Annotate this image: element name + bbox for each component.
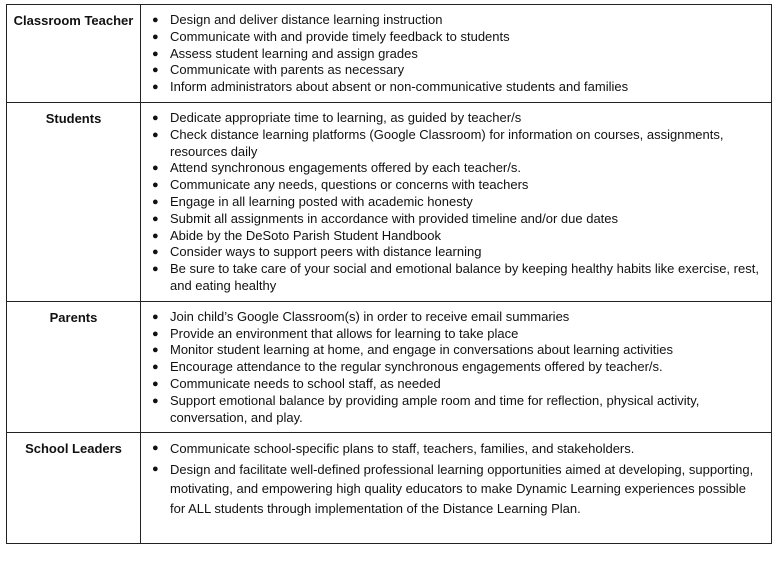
list-item [152, 227, 763, 245]
list-item [152, 45, 763, 63]
bullet-icon: ● [152, 327, 159, 340]
list-item-text: Engage in all learning posted with academic honesty [170, 193, 473, 209]
list-item [152, 79, 763, 96]
row-students [7, 102, 772, 301]
row-school-leaders [7, 433, 772, 544]
bullet-icon: ● [152, 212, 159, 225]
bullet-icon: ● [152, 162, 159, 175]
role-cell [7, 102, 141, 301]
list-item [152, 177, 763, 194]
role-cell [7, 301, 141, 433]
list-item [152, 126, 763, 161]
list-item [152, 325, 763, 343]
list-item-text: Design and facilitate well-defined professional learning opportunities aimed at developing, supporting, motivating, and empowering high quality educators to make Dynamic Learning experiences possible for ALL students through implementation of the Distance Learning Plan. [170, 461, 754, 516]
list-item-text: Dedicate appropriate time to learning, as guided by teacher/s [170, 109, 522, 125]
list-item-text: Attend synchronous engagements offered by each teacher/s. [170, 160, 521, 176]
responsibility-list [141, 103, 771, 301]
bullet-icon: ● [152, 442, 159, 455]
list-item-text: Communicate any needs, questions or concerns with teachers [170, 177, 529, 193]
list-item-text: Abide by the DeSoto Parish Student Handbook [170, 227, 442, 243]
list-item [152, 261, 763, 295]
list-item-text: Design and deliver distance learning instruction [170, 12, 443, 27]
bullet-icon: ● [152, 263, 159, 276]
list-item-text: Inform administrators about absent or non-communicative students and families [170, 79, 629, 95]
list-item [152, 12, 763, 29]
bullet-icon: ● [152, 377, 159, 390]
list-item [152, 308, 763, 326]
bullet-icon: ● [152, 47, 159, 60]
role-label: School Leaders [25, 441, 122, 457]
bullet-icon: ● [152, 14, 159, 26]
bullet-icon: ● [152, 462, 159, 475]
bullet-icon: ● [152, 344, 159, 357]
bullet-icon: ● [152, 30, 159, 43]
responsibilities-table-wrap [6, 4, 771, 544]
bullet-icon: ● [152, 64, 159, 77]
bullet-icon: ● [152, 128, 159, 141]
list-item-text: Communicate with and provide timely feedback to students [170, 28, 510, 44]
bullet-icon: ● [152, 229, 159, 242]
list-item [152, 28, 763, 46]
list-item [152, 460, 763, 519]
responsibilities-cell [141, 301, 772, 433]
role-cell [7, 433, 141, 544]
list-item-text: Encourage attendance to the regular synchronous engagements offered by teacher/s. [170, 359, 663, 375]
list-item-text: Support emotional balance by providing ample room and time for reflection, physical activity, conversation, and play. [170, 392, 700, 425]
role-cell [7, 5, 141, 103]
responsibility-list [141, 5, 771, 102]
responsibility-list [141, 302, 771, 433]
list-item-text: Monitor student learning at home, and engage in conversations about learning activities [170, 342, 673, 358]
responsibilities-cell [141, 102, 772, 301]
list-item [152, 392, 763, 427]
list-item-text: Be sure to take care of your social and emotional balance by keeping healthy habits like exercise, rest, and eating healthy [170, 261, 759, 293]
list-item [152, 439, 763, 459]
list-item [152, 160, 763, 177]
list-item [152, 62, 763, 79]
bullet-icon: ● [152, 246, 159, 259]
responsibilities-cell [141, 433, 772, 544]
list-item-text: Communicate needs to school staff, as needed [170, 375, 441, 391]
responsibilities-table [6, 4, 772, 544]
list-item [152, 193, 763, 211]
list-item-text: Provide an environment that allows for learning to take place [170, 325, 519, 341]
list-item [152, 359, 763, 376]
list-item [152, 244, 763, 261]
list-item [152, 210, 763, 228]
role-label: Parents [49, 309, 98, 325]
responsibilities-cell [141, 5, 772, 103]
role-label: Students [45, 110, 102, 126]
list-item-text: Submit all assignments in accordance with provided timeline and/or due dates [170, 210, 619, 226]
bullet-icon: ● [152, 179, 159, 192]
bullet-icon: ● [152, 394, 159, 407]
bullet-icon: ● [152, 361, 159, 374]
list-item-text: Communicate school-specific plans to staff, teachers, families, and stakeholders. [170, 441, 635, 457]
row-classroom-teacher [7, 5, 772, 103]
role-label: Classroom Teacher [13, 13, 134, 28]
list-item-text: Check distance learning platforms (Google Classroom) for information on courses, assignments, resources daily [170, 126, 724, 159]
list-item-text: Consider ways to support peers with distance learning [170, 244, 482, 260]
list-item [152, 375, 763, 393]
list-item [152, 109, 763, 127]
bullet-icon: ● [152, 195, 159, 208]
bullet-icon: ● [152, 81, 159, 94]
responsibility-list [141, 433, 771, 526]
bullet-icon: ● [152, 310, 159, 323]
list-item-text: Join child’s Google Classroom(s) in order to receive email summaries [170, 308, 570, 324]
row-parents [7, 301, 772, 433]
list-item-text: Assess student learning and assign grades [170, 45, 418, 61]
list-item [152, 342, 763, 359]
bullet-icon: ● [152, 111, 159, 124]
list-item-text: Communicate with parents as necessary [170, 62, 405, 78]
